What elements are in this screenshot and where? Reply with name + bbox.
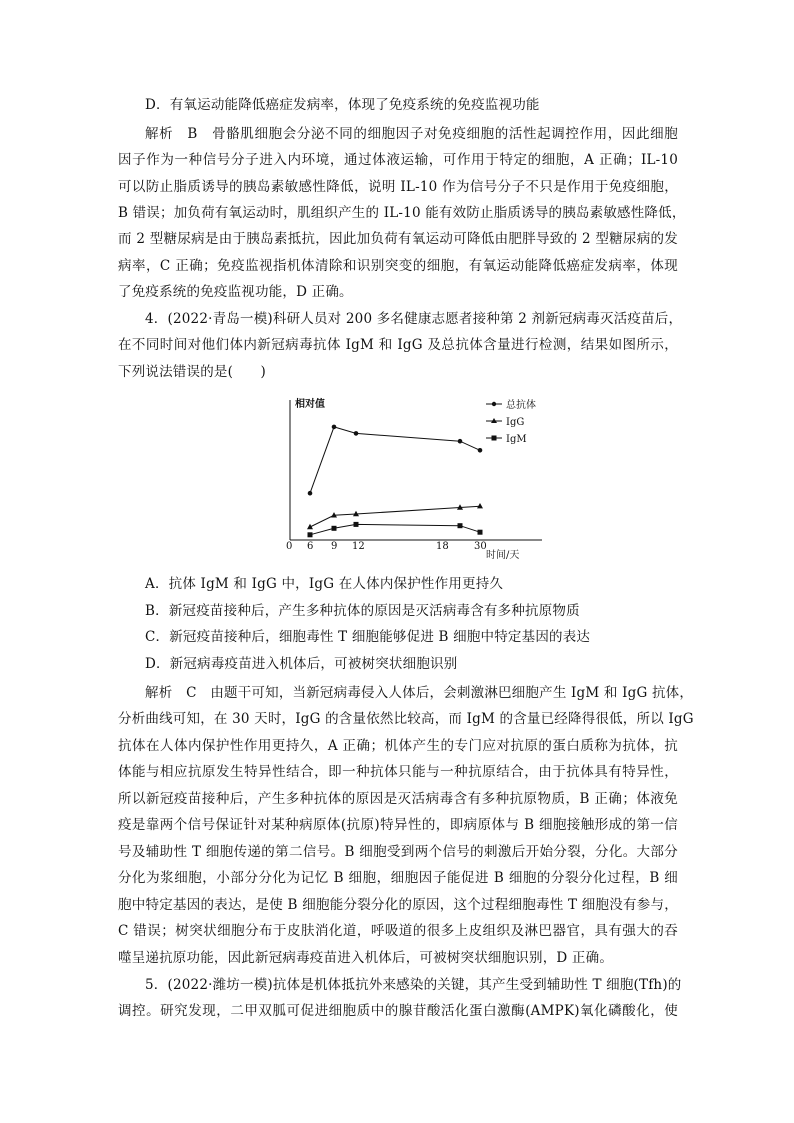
data-point bbox=[308, 491, 313, 496]
option-a-q4: A．抗体 IgM 和 IgG 中，IgG 在人体内保护性作用更持久 bbox=[145, 576, 504, 592]
answer-q3-line-6: 病率，C 正确；免疫监视指机体清除和识别突变的细胞，有氧运动能降低癌症发病率，体现 bbox=[118, 258, 678, 274]
answer-q3-line-5: 而 2 型糖尿病是由于胰岛素抵抗，因此加负荷有氧运动可降低由肥胖导致的 2 型糖尿病的发 bbox=[118, 231, 678, 247]
data-point bbox=[478, 448, 483, 453]
data-point bbox=[477, 503, 483, 508]
answer-q3-line-3: 可以防止脂质诱导的胰岛素敏感性降低，说明 IL-10 作为信号分子不只是作用于免疫细胞， bbox=[118, 179, 678, 195]
data-point bbox=[308, 532, 313, 537]
antibody-chart bbox=[270, 390, 550, 565]
answer-q3-line-7: 了免疫系统的免疫监视功能，D 正确。 bbox=[118, 284, 353, 300]
legend bbox=[486, 398, 536, 445]
x-tick-label: 6 bbox=[307, 541, 314, 552]
option-d-q3: D．有氧运动能降低癌症发病率，体现了免疫系统的免疫监视功能 bbox=[145, 97, 540, 113]
legend-marker-square bbox=[492, 436, 497, 441]
answer-q3-line-2: 因子作为一种信号分子进入内环境，通过体液运输，可作用于特定的细胞，A 正确；IL-10 bbox=[118, 152, 678, 168]
option-d-q4: D．新冠病毒疫苗进入机体后，可被树突状细胞识别 bbox=[145, 656, 458, 672]
answer-q4-line-4: 体能与相应抗原发生特异性结合，即一种抗体只能与一种抗原结合，由于抗体具有特异性， bbox=[118, 764, 678, 780]
data-point bbox=[458, 439, 463, 444]
answer-q4-line-10: C 错误；树突状细胞分布于皮肤消化道，呼吸道的很多上皮组织及淋巴器官，具有强大的吞 bbox=[118, 923, 678, 939]
question-5-line-1: 5．(2022·潍坊一模)抗体是机体抵抗外来感染的关键，其产生受到辅助性 T 细胞(Tfh)的 bbox=[145, 977, 682, 993]
x-axis-label: 时间/天 bbox=[486, 550, 520, 561]
series-line-1 bbox=[310, 427, 480, 493]
x-tick-label: 12 bbox=[352, 541, 365, 552]
answer-q3-line-1: 解析 B 骨骼肌细胞会分泌不同的细胞因子对免疫细胞的活性起调控作用，因此细胞 bbox=[145, 126, 678, 142]
legend-label: IgG bbox=[506, 417, 525, 428]
data-point bbox=[458, 523, 463, 528]
question-5-line-2: 调控。研究发现，二甲双胍可促进细胞质中的腺苷酸活化蛋白激酶(AMPK)氧化磷酸化，使 bbox=[118, 1003, 678, 1019]
answer-q4-line-7: 号及辅助性 T 细胞传递的第二信号。B 细胞受到两个信号的刺激后开始分裂，分化。大部分 bbox=[118, 844, 678, 860]
answer-q4-line-11: 噬呈递抗原功能，因此新冠病毒疫苗进入机体后，可被树突状细胞识别，D 正确。 bbox=[118, 950, 614, 966]
legend-label: 总抗体 bbox=[506, 400, 536, 411]
data-point bbox=[354, 431, 359, 436]
data-point bbox=[332, 526, 337, 531]
answer-q4-line-2: 分析曲线可知，在 30 天时，IgG 的含量依然比较高，而 IgM 的含量已经降得很低，所以 IgG bbox=[118, 711, 694, 727]
y-axis-label: 相对值 bbox=[295, 399, 325, 410]
x-tick-label: 9 bbox=[331, 541, 338, 552]
series-layer bbox=[307, 425, 483, 538]
data-point bbox=[478, 530, 483, 535]
x-tick-label: 30 bbox=[474, 541, 487, 552]
answer-q4-line-5: 所以新冠疫苗接种后，产生多种抗体的原因是灭活病毒含有多种抗原物质，B 正确；体液免 bbox=[118, 791, 678, 807]
question-4-line-1: 4．(2022·青岛一模)科研人员对 200 多名健康志愿者接种第 2 剂新冠病毒灭活疫苗后， bbox=[145, 311, 683, 327]
question-4-line-2: 在不同时间对他们体内新冠病毒抗体 IgM 和 IgG 及总抗体含量进行检测，结果如图所示， bbox=[118, 337, 678, 353]
legend-marker-circle bbox=[492, 402, 496, 406]
x-tick-label: 18 bbox=[436, 541, 449, 552]
answer-q4-line-8: 分化为浆细胞，小部分分化为记忆 B 细胞，细胞因子能促进 B 细胞的分裂分化过程，B 细 bbox=[118, 870, 678, 886]
option-b-q4: B．新冠疫苗接种后，产生多种抗体的原因是灭活病毒含有多种抗原物质 bbox=[145, 603, 580, 619]
answer-q3-line-4: B 错误；加负荷有氧运动时，肌组织产生的 IL-10 能有效防止脂质诱导的胰岛素敏感性降低， bbox=[118, 205, 686, 221]
legend-label: IgM bbox=[506, 434, 527, 445]
answer-q4-line-6: 疫是靠两个信号保证针对某种病原体(抗原)特异性的，即病原体与 B 细胞接触形成的第一信 bbox=[118, 817, 678, 833]
data-point bbox=[332, 425, 337, 430]
answer-q4-line-1: 解析 C 由题干可知，当新冠病毒侵入人体后，会刺激淋巴细胞产生 IgM 和 IgG 抗体， bbox=[145, 685, 694, 701]
question-4-line-3: 下列说法错误的是( ) bbox=[118, 364, 266, 380]
data-point bbox=[354, 522, 359, 527]
option-c-q4: C．新冠疫苗接种后，细胞毒性 T 细胞能够促进 B 细胞中特定基因的表达 bbox=[145, 629, 591, 645]
x-tick-label: 0 bbox=[286, 541, 293, 552]
answer-q4-line-9: 胞中特定基因的表达，是使 B 细胞能分裂分化的原因，这个过程细胞毒性 T 细胞没有参与， bbox=[118, 897, 678, 913]
answer-q4-line-3: 抗体在人体内保护性作用更持久，A 正确；机体产生的专门应对抗原的蛋白质称为抗体，抗 bbox=[118, 738, 678, 754]
